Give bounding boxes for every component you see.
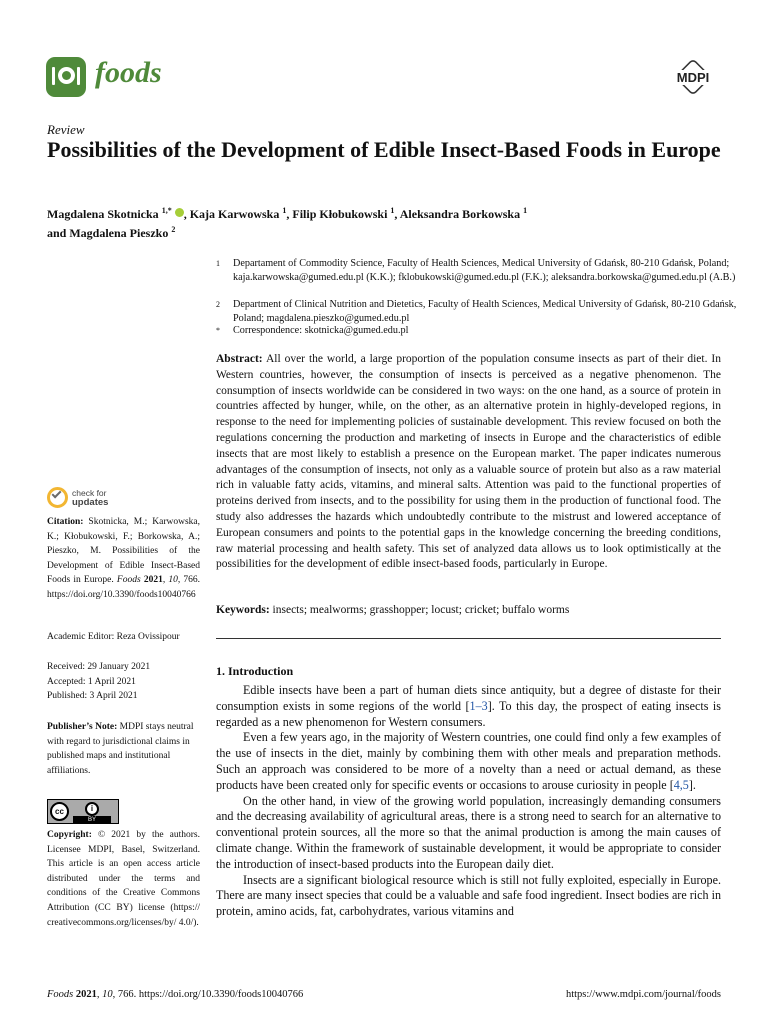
copyright: Copyright: © 2021 by the authors. Licensee MDPI, Basel, Switzerland. This article is an open access article distributed under the terms and conditions of the Creative Commons Attribution (CC BY) license (https:// creativecommons.org/licenses/by/ 4.0/). [47,830,200,928]
keywords [216,603,721,618]
reference-link[interactable]: 4,5 [673,777,689,792]
journal-url-link[interactable]: https://www.mdpi.com/journal/foods [565,989,721,1000]
citation: Citation: Skotnicka, M.; Karwowska, K.; Kłobukowski, F.; Borkowska, A.; Pieszko, M. Possibilities of the Development of Edible Insect-Based Foods in Europe. Foods 2021, 10, 766. https://doi.org/10.3390/foods10040766 [47,517,200,600]
dates [47,660,200,704]
introduction-body [216,683,721,920]
received-date: Received: 29 January 2021 [47,662,151,672]
abstract-label: Abstract: [216,353,263,365]
author-list: Magdalena Skotnicka $^{1,*}$ , Kaja Karwowska $^1$, Filip Kłobukowski $^1$, Aleksandra Borkowska $^1$ and Magdalena Pieszko $^2$ [47,206,528,240]
citation-doi-link[interactable]: , 766. https://doi.org/10.3390/foods10040766 [47,575,200,600]
mdpi-logo-text: MDPI [666,70,720,85]
journal-name[interactable]: foods [95,56,162,89]
author-name[interactable]: , Kaja Karwowska [183,207,280,221]
keywords-label: Keywords: [216,604,270,616]
article-title: Possibilities of the Development of Edible Insect-Based Foods in Europe [47,137,721,162]
section-heading: 1. Introduction [216,664,294,678]
paragraph: On the other hand, in view of the growing world population, increasingly demanding consumers and the decreasing availability of agricultural areas, there is a strong need to search for an alternative to conventional protein sources, all the more so that the animal production is among the main causes of climate change. Within the framework of sustainable development, it would be appropriate to consider the introduction of insect-based products into the European daily diet. [216,793,721,871]
paragraph: Edible insects have been a part of human diets since antiquity, but a degree of distaste for their consumption exists in some regions of the world [1–3]. To this day, the prospect of eating insects is regarded as a new phenomenon for Western consumers. [216,683,721,729]
article-type: Review [47,122,85,137]
paragraph: Even a few years ago, in the majority of Western countries, one could find only a few examples of the use of insects in the diet, mainly by combining them with other meals and preparation methods. Such an approach was considered to be more of a novelty than a need or actual demand, as these products have been created only for specific events or occasions to arouse curiosity in people [4,5]. [216,730,721,792]
author-name[interactable]: Magdalena Skotnicka [47,207,159,221]
cc-by-license-badge[interactable] [47,799,119,824]
by-label: BY [73,816,111,824]
divider [216,638,721,639]
footer-citation: Foods 2021, 10, 766. https://doi.org/10.3390/foods10040766 [47,989,304,1000]
publishers-note: Publisher’s Note: MDPI stays neutral with regard to jurisdictional claims in published maps and institutional affiliations. [47,722,194,776]
abstract-text: All over the world, a large proportion of the population consume insects as part of their diet. In Western countries, however, the consumption of insects is perceived as a negative phenomenon. The consumption of insects worldwide can be considered in two ways: on the one hand, as a source of protein in countries affected by hunger, while, on the other, as an alternative protein in highly-developed regions, in response to the need for implementing policies of sustainable development. This review focused on both the regulations concerning the production and marketing of insects in Europe and the characteristics of edible insects that are most likely to establish a presence on the European market. The paper indicates numerous advantages of the consumption of insects, not only as a valuable source of protein but also as a raw material rich in valuable fatty acids, vitamins, and mineral salts. Attention was paid to the functional properties of proteins derived from insects, and to the possibility for using them in the production of functional food. The study also addresses the hazards which undoubtedly contribute to the mistrust and lowered acceptance of European consumers and points to the potential gaps in the knowledge concerning the breeding conditions, raw material processing and health safety. This set of analyzed data allows us to look optimistically at the possibilities for the development of edible insect-based foods, particularly in Europe. [216,353,721,571]
academic-editor: Academic Editor: Reza Ovissipour [47,632,180,642]
footer-doi-link[interactable]: , 766. https://doi.org/10.3390/foods10040766 [112,989,304,1000]
reference-link[interactable]: 1–3 [469,698,488,713]
attribution-icon: i [85,802,99,816]
page-footer [47,989,721,1000]
published-date: Published: 3 April 2021 [47,691,138,702]
foods-logo-icon [46,57,86,97]
author-name[interactable]: , Filip Kłobukowski [286,207,388,221]
orcid-icon[interactable] [175,208,184,217]
author-name[interactable]: and Magdalena Pieszko [47,226,169,240]
keywords-text: insects; mealworms; grasshopper; locust; cricket; buffalo worms [272,604,570,616]
paragraph: Insects are a significant biological resource which is still not fully exploited, especially in Europe. There are many insect species that could be a valuable and safe food ingredient. Insect bodies are rich in protein, amino acids, fat, carbohydrates, various vitamins and [216,872,721,919]
abstract [216,352,721,573]
accepted-date: Accepted: 1 April 2021 [47,676,136,687]
check-for-updates-button[interactable]: check for updates [47,485,167,515]
mdpi-logo[interactable] [666,60,720,94]
author-name[interactable]: , Aleksandra Borkowska [394,207,521,221]
cc-icon: cc [50,802,69,821]
